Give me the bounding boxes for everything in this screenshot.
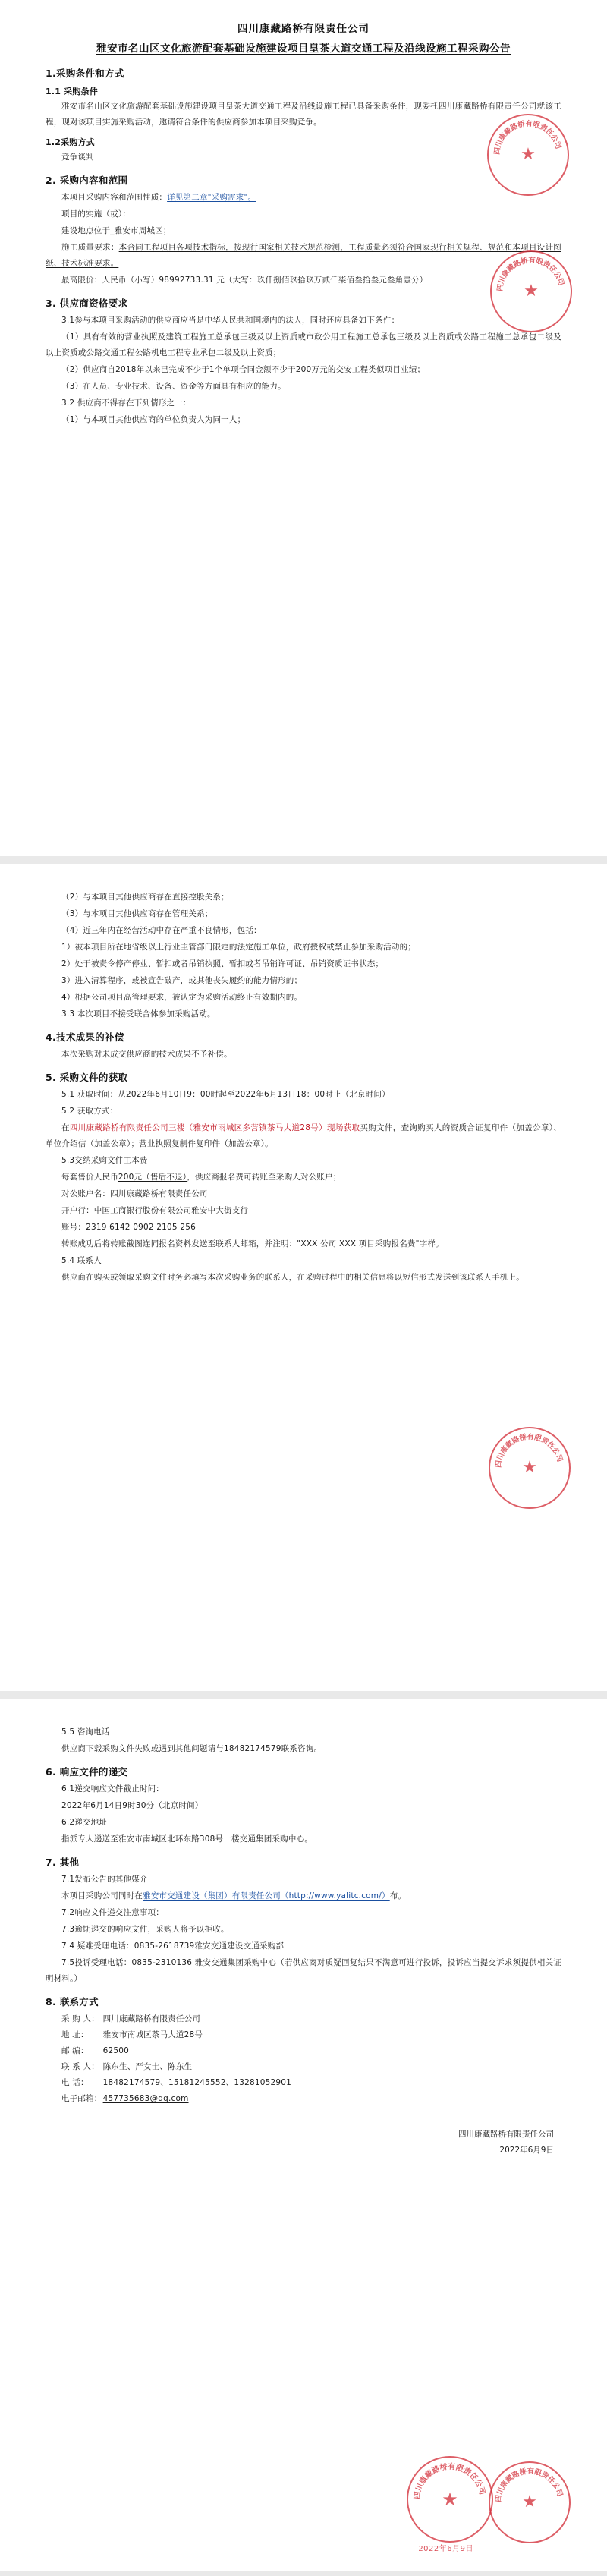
section-6-2-heading: 6.2递交地址 [61,1818,108,1827]
document-page-3 [0,1699,607,2571]
seal-star-icon: ★ [521,145,536,164]
contact-value: 四川康藏路桥有限责任公司 [102,2014,200,2023]
seal-arc-text [490,1428,569,1507]
contact-value: 457735683@qq.com [102,2094,189,2103]
section-3-2-item-4d: 4）根据公司项目高管理要求，被认定为采购活动终止有效期内的。 [61,993,303,1002]
seal-star-icon: ★ [442,2489,458,2510]
section-3-1-item-1: （1）具有有效的营业执照及建筑工程施工总承包三级及以上资质或市政公用工程施工总承包三级及以上资质或公路工程施工总承包二级及以上资质或公路交通工程公路机电工程专业承包二级及以上资质； [46,332,561,357]
contact-label: 邮 编： [61,2046,89,2055]
svg-text:四川康藏路桥有限责任公司: 四川康藏路桥有限责任公司 [413,2462,486,2500]
contact-phone [61,2075,561,2091]
media-website-link[interactable]: 雅安市交通建设（集团）有限责任公司（http://www.yalitc.com/） [143,1891,390,1901]
section-4-heading: 4.技术成果的补偿 [46,1031,124,1043]
seal-star-icon: ★ [522,1458,537,1477]
section-3-2-item-4a: 1）被本项目所在地省级以上行业主管部门限定的法定施工单位，政府授权或禁止参加采购活动的； [61,943,416,952]
seal-star-icon: ★ [522,2493,537,2511]
section-5-2-heading: 5.2 获取方式： [61,1107,118,1116]
section-2-p4-label: 施工质量要求： [61,242,119,252]
section-3-2-item-4c: 3）进入清算程序，或被宣告破产，或其他丧失履约的能力情形的； [61,976,303,985]
contact-label: 电 话： [61,2078,89,2087]
account-bank: 开户行：中国工商银行股份有限公司雅安中大街支行 [61,1206,249,1215]
section-5-2-prefix: 在 [61,1123,70,1132]
company-seal-icon [489,2461,571,2543]
document-page-2 [0,864,607,1691]
contact-label: 联 系 人： [61,2062,99,2071]
section-1-2-body: 竞争谈判 [61,152,94,162]
seal-star-icon: ★ [524,282,539,301]
section-7-2: 7.2响应文件递交注意事项： [61,1908,164,1917]
fee-amount: 200元（售后不退） [118,1173,187,1182]
section-5-1: 5.1 获取时间：从2022年6月10日9：00时起至2022年6月13日18：00时止（北京时间） [61,1090,390,1099]
section-5-2-body [46,1120,561,1152]
pickup-address-highlight: 四川康藏路桥有限责任公司三楼（雅安市雨城区多营镇茶马大道28号）现场获取 [69,1123,360,1132]
section-3-3: 3.3 本次项目不接受联合体参加采购活动。 [61,1009,215,1019]
contact-value: 62500 [102,2046,129,2055]
account-number: 账号：2319 6142 0902 2105 256 [61,1223,196,1232]
svg-text:四川康藏路桥有限责任公司: 四川康藏路桥有限责任公司 [494,1432,565,1469]
document-page-1 [0,0,607,856]
contact-purchaser [61,2011,561,2027]
section-5-3-heading: 5.3交纳采购文件工本费 [61,1156,148,1165]
section-2-heading: 2. 采购内容和范围 [46,174,128,186]
section-3-2-item-3: （3）与本项目其他供应商存在管理关系； [61,909,213,918]
fee-prefix: 每套售价人民币 [61,1173,118,1182]
section-7-1-prefix: 本项目采购公司同时在 [61,1891,143,1901]
section-5-5-heading: 5.5 咨询电话 [61,1727,110,1737]
section-1-1-heading: 1.1 采购条件 [46,86,98,96]
section-5-3-item-1 [46,1170,561,1186]
section-6-1-heading: 6.1递交响应文件截止时间： [61,1784,164,1793]
section-3-1-item-2: （2）供应商自2018年以来已完成不少于1个单项合同金额不少于200万元的交安工程类似项目业绩； [61,364,426,374]
section-2-p1-text: 本项目采购内容和范围性质： [61,192,168,202]
section-5-2-suffix: 买购文件，查询购买人的资质合证复印件（加盖公章）、单位介绍信（加盖公章）；营业执照复制件复印件（加盖公章）。 [46,1123,562,1148]
contact-label: 电子邮箱： [61,2094,102,2103]
company-seal-icon [407,2456,493,2543]
section-5-4-heading: 5.4 联系人 [61,1256,102,1265]
section-7-5: 7.5投诉受理电话：0835-2310136 雅安交通集团采购中心（若供应商对质疑回复结果不满意可进行投诉，投诉应当提交诉求须提供相关证明材料。） [46,1958,561,1983]
section-2-p4-underlined: 本合同工程项目各项技术指标，按现行国家相关技术规范检测，工程质量必须符合国家现行相关规程、规范和本项目设计图纸、技术标准要求。 [46,242,561,268]
section-7-heading: 7. 其他 [46,1856,80,1868]
section-2-p4 [46,240,561,272]
seal-date-stamp: 2022年6月9日 [418,2545,473,2553]
announcement-title: 雅安市名山区文化旅游配套基础设施建设项目皇茶大道交通工程及沿线设施工程采购公告 [96,42,511,55]
section-3-2-item-2: （2）与本项目其他供应商存在直接控股关系； [61,893,229,902]
contact-value: 18482174579、15181245552、13281052901 [102,2078,292,2087]
signature-block [46,2127,561,2159]
section-2-p5: 最高限价：人民币（小写）98992733.31 元（大写：玖仟捌佰玖拾玖万贰仟柒佰叁拾叁元叁角壹分） [61,275,428,285]
section-5-4-body: 供应商在购买或领取采购文件时务必填写本次采购业务的联系人，在采购过程中的相关信息将以短信形式发送到该联系人手机上。 [61,1273,524,1282]
section-2-p3: 建设地点位于_雅安市周城区； [61,225,171,235]
section-1-1-body: 雅安市名山区文化旅游配套基础设施建设项目皇茶大道交通工程及沿线设施工程已具备采购条件，现委托四川康藏路桥有限责任公司就该工程，现对该项目实施采购活动，邀请符合条件的供应商参加本项目采购竞争。 [46,101,561,127]
section-1-2-heading: 1.2采购方式 [46,137,95,147]
contact-value: 雅安市南城区茶马大道28号 [102,2030,203,2039]
contact-person [61,2059,561,2075]
signature-company: 四川康藏路桥有限责任公司 [458,2130,554,2139]
section-2-p1 [46,190,561,206]
section-4-body: 本次采购对未成交供应商的技术成果不予补偿。 [61,1050,232,1059]
contact-email [61,2091,561,2107]
seal-arc-text [490,2463,569,2542]
section-5-5-body: 供应商下载采购文件失败或遇到其他问题请与18482174579联系咨询。 [61,1744,322,1753]
section-7-3: 7.3逾期递交的响应文件，采购人将予以拒收。 [61,1925,229,1934]
contact-address [61,2027,561,2043]
section-3-heading: 3. 供应商资格要求 [46,297,128,309]
svg-text:四川康藏路桥有限责任公司: 四川康藏路桥有限责任公司 [495,256,566,292]
section-7-1-heading: 7.1发布公告的其他媒介 [61,1875,148,1884]
company-title: 四川康藏路桥有限责任公司 [237,23,370,35]
section-7-1-body [46,1888,561,1904]
section-3-1-item-3: （3）在人员、专业技术、设备、资金等方面具有相应的能力。 [61,381,286,391]
section-1-heading: 1.采购条件和方式 [46,67,124,79]
fee-suffix: ，供应商报名费可转账至采购人对公账户； [187,1173,341,1182]
section-7-1-suffix: 布。 [389,1891,407,1901]
section-3-2-item-4: （4）近三年内在经营活动中存在严重不良情形，包括： [61,926,262,935]
section-7-4: 7.4 疑难受理电话：0835-2618739雅安交通建设交通采购部 [61,1941,285,1951]
section-3-2-item-1: （1）与本项目其他供应商的单位负责人为同一人； [61,414,246,424]
signature-date: 2022年6月9日 [499,2146,554,2155]
section-8-heading: 8. 联系方式 [46,1996,99,2008]
section-5-heading: 5. 采购文件的获取 [46,1072,128,1083]
section-6-1-body: 2022年6月14日9时30分（北京时间） [61,1801,203,1810]
company-seal-icon [489,1427,571,1509]
section-3-2: 3.2 供应商不得存在下列情形之一： [61,398,191,408]
section-3-2-item-4b: 2）处于被责令停产停业、暂扣或者吊销执照、暂扣或者吊销许可证、吊销资质证书状态； [61,959,384,968]
section-2-p2: 项目的实施（或）： [61,209,131,219]
section-6-heading: 6. 响应文件的递交 [46,1766,128,1778]
seal-arc-text [408,2458,492,2541]
section-3-1: 3.1参与本项目采购活动的供应商应当是中华人民共和国境内的法人，同时还应具备如下条件： [61,315,400,325]
section-6-2-body: 指派专人递送至雅安市南城区北环东路308号一楼交通集团采购中心。 [61,1834,313,1844]
purchase-requirement-link[interactable]: 详见第二章"采购需求"。 [167,192,256,202]
contact-value: 陈东生、严女士、陈东生 [102,2062,193,2071]
svg-text:四川康藏路桥有限责任公司: 四川康藏路桥有限责任公司 [494,2467,565,2503]
contact-label: 采 购 人： [61,2014,99,2023]
contact-label: 地 址： [61,2030,89,2039]
transfer-note: 转账成功后将转账截图连同报名资料发送至联系人邮箱，并注明："XXX 公司 XXX 项目采购报名费"字样。 [61,1239,444,1249]
account-name: 对公账户名：四川康藏路桥有限责任公司 [61,1189,208,1198]
svg-text:四川康藏路桥有限责任公司: 四川康藏路桥有限责任公司 [492,119,563,156]
contact-postcode [61,2043,561,2059]
